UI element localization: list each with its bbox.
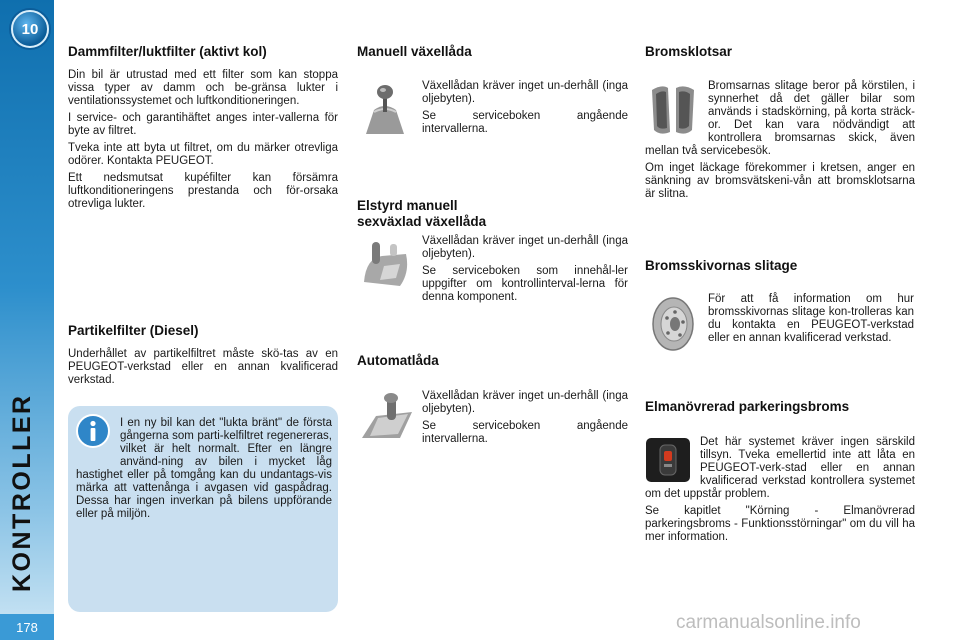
cabin-filter-text-2: I service- och garantihäftet anges inter-vallerna för byte av filtret. [68,112,338,137]
manual-gearbox-text-1: Växellådan kräver inget un-derhåll (inga oljebyten). [422,80,628,105]
brake-discs-section [645,258,915,274]
parking-brake-text-1: Det här systemet kräver ingen särskild tillsyn. Tveka emellertid inte att låta en PEUGEOT-verk-stad eller en annan kvalificerad verkstad kontrollera systemet om det uppstår problem. [645,436,915,500]
page-number: 178 [0,614,54,640]
brake-discs-title: Bromsskivornas slitage [645,258,798,273]
info-box-text: I en ny bil kan det "lukta bränt" de första gångerna som parti-kelfiltret regenereras, vilket är helt normalt. Efter en längre använd-ning av bilen i mycket låg hastighet eller på tomgång kan du undantags-vis märka att vattenånga i avgasen vid gaspådrag. Dessa har ingen inverkan på bilens uppförande eller på miljön. [76,417,332,520]
electronic-gearbox-text-1: Växellådan kräver inget un-derhåll (inga oljebyten). [422,235,628,260]
cabin-filter-text-3: Tveka inte att byta ut filtret, om du märker otrevliga odörer. Kontakta PEUGEOT. [68,142,338,167]
brake-pads-text-1: Bromsarnas slitage beror på körstilen, i synnerhet då det gäller bilar som används i stadskörning, på korta sträck-or. Det kan vara nödvändigt att kontrollera bromsarnas skick, även mellan två servicebesök. [645,80,915,157]
brake-pads-text-2: Om inget läckage förekommer i kretsen, anger en sänkning av bromsvätskeni-vån att bromsklotsarna är slitna. [645,162,915,200]
manual-gear-lever-icon [360,82,410,136]
cabin-filter-text-1: Din bil är utrustad med ett filter som kan stoppa vissa typer av damm och be-gränsa lukter i ventilationssystemet och luftkonditioneringen. [68,69,338,107]
brake-pads-title: Bromsklotsar [645,44,733,59]
brake-discs-text-1: För att få information om hur bromsskivornas slitage kon-trolleras kan du kontakta en PEUGEOT-verkstad eller en annan kvalificerad verkstad. [708,293,914,344]
automatic-gearbox-text-block [422,390,628,450]
electronic-gearbox-text-block [422,235,628,308]
manual-gearbox-text-2: Se serviceboken angående intervallerna. [422,110,628,135]
automatic-gearbox-title: Automatlåda [357,353,439,368]
particle-filter-text: Underhållet av partikelfiltret måste skö-tas av en PEUGEOT-verkstad eller en annan kvalificerad verkstad. [68,348,338,386]
electronic-gearbox-section [357,198,629,230]
manual-gearbox-title: Manuell växellåda [357,44,472,59]
electronic-gearbox-title-1: Elstyrd manuell [357,198,458,213]
brake-pads-text-block [645,80,915,205]
info-box [68,406,338,612]
manual-gearbox-section [357,44,629,60]
watermark: carmanualsonline.info [676,612,861,633]
brake-disc-icon [650,296,696,352]
chapter-number-badge: 10 [11,10,49,48]
particle-filter-section [68,323,338,391]
brake-discs-text-block [708,293,914,349]
parking-brake-section [645,399,915,415]
automatic-gearbox-section [357,353,629,369]
automatic-gearbox-text-2: Se serviceboken angående intervallerna. [422,420,628,445]
manual-gearbox-text-block [422,80,628,140]
particle-filter-title: Partikelfilter (Diesel) [68,323,199,338]
electronic-gear-selector-icon [360,238,412,290]
electronic-gearbox-title-2: sexväxlad växellåda [357,214,487,229]
parking-brake-text-block [645,436,915,548]
cabin-filter-text-4: Ett nedsmutsat kupéfilter kan försämra luftkonditioneringens prestanda och för-orsaka otrevliga lukter. [68,172,338,210]
automatic-gear-selector-icon [360,392,414,444]
automatic-gearbox-text-1: Växellådan kräver inget un-derhåll (inga oljebyten). [422,390,628,415]
brake-pads-section [645,44,915,60]
parking-brake-text-2: Se kapitlet "Körning - Elmanövrerad parkeringsbroms - Funktionsstörningar" om du vill ha mer information. [645,505,915,543]
section-title: KONTROLLER [8,393,36,592]
cabin-filter-title: Dammfilter/luktfilter (aktivt kol) [68,44,267,59]
parking-brake-title: Elmanövrerad parkeringsbroms [645,399,850,414]
electronic-gearbox-text-2: Se serviceboken som innehål-ler uppgifter om kontrollinterval-lerna för denna komponent. [422,265,628,303]
cabin-filter-section [68,44,338,215]
